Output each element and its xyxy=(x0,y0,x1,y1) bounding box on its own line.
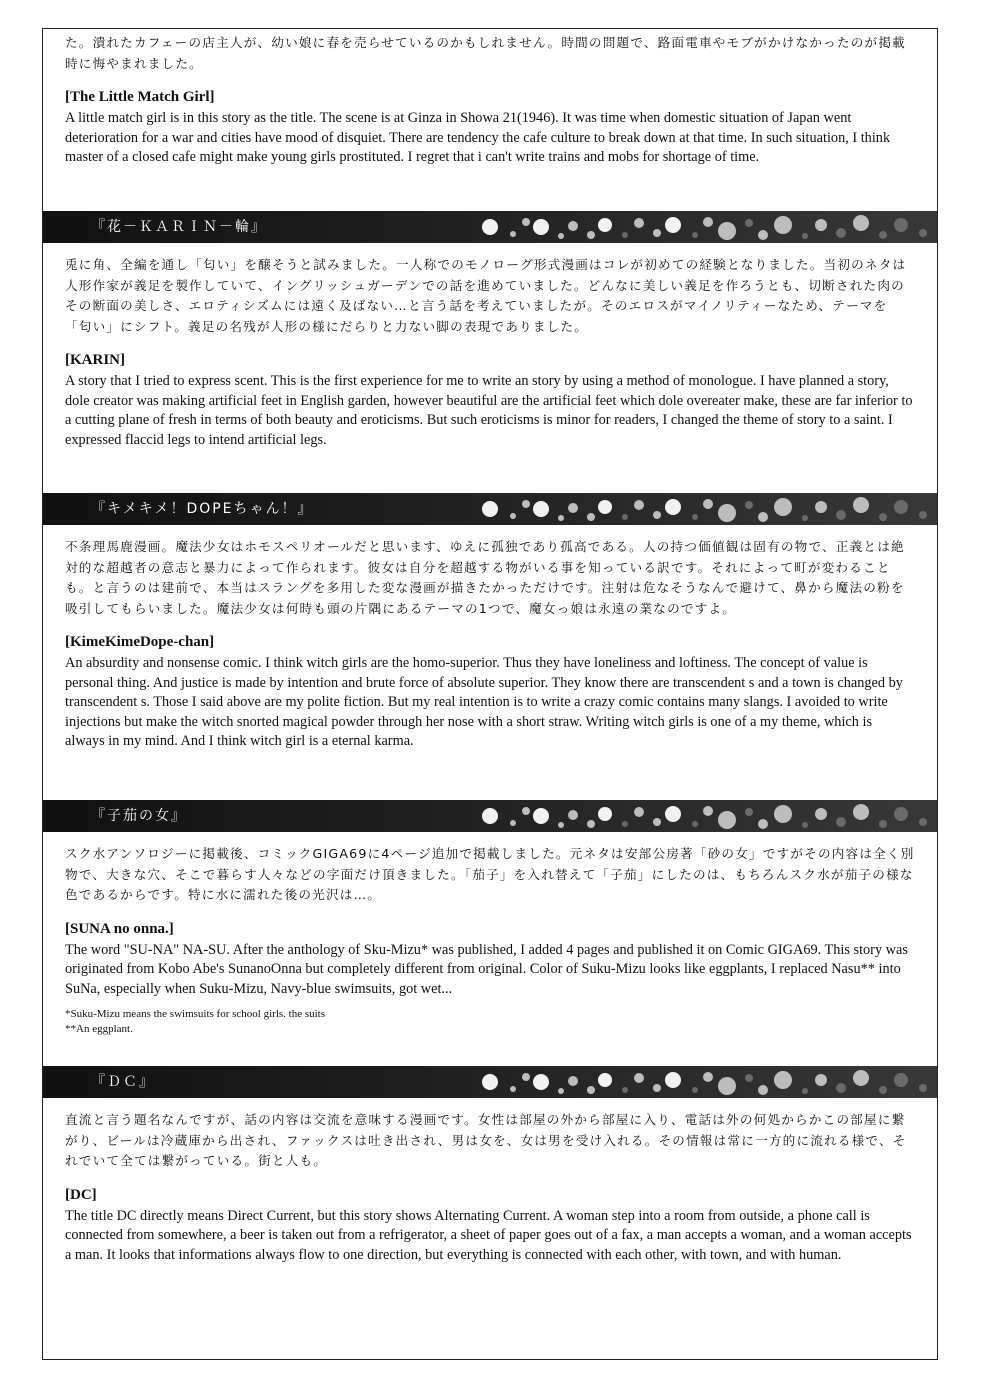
decorative-dot xyxy=(568,503,578,513)
decorative-dot xyxy=(634,500,644,510)
decorative-dot xyxy=(774,1071,792,1089)
decorative-dot xyxy=(510,513,516,519)
decorative-dot xyxy=(745,219,753,227)
decorative-dot xyxy=(802,515,808,521)
decorative-dot xyxy=(774,498,792,516)
decorative-dot xyxy=(836,1083,846,1093)
decorative-dot xyxy=(802,1088,808,1094)
decorative-dot xyxy=(836,817,846,827)
decorative-dot xyxy=(558,515,564,521)
decorative-dot xyxy=(533,501,549,517)
en-paragraph: A story that I tried to express scent. This is the first experience for me to write an story by using a method of monologue. I have planned a story, dole creator was making artificial feet in English garden, however beautiful are the artificial feet which dole overeater make, these are far inferior to a cutting plane of fresh in terms of both beauty and eroticisms. But such eroticisms is minor for readers, I changed the theme of story to a saint. I expressed flaccid legs to intend artificial legs. xyxy=(65,373,913,448)
decorative-dot xyxy=(745,808,753,816)
decorative-dot xyxy=(692,821,698,827)
decorative-dots xyxy=(43,493,937,525)
decorative-dot xyxy=(653,1084,661,1092)
decorative-dot xyxy=(587,231,595,239)
decorative-dot xyxy=(758,819,768,829)
decorative-dot xyxy=(919,818,927,826)
decorative-dot xyxy=(774,216,792,234)
decorative-dot xyxy=(703,499,713,509)
decorative-dot xyxy=(568,1076,578,1086)
page-frame xyxy=(42,28,938,1360)
en-paragraph: A little match girl is in this story as the title. The scene is at Ginza in Showa 21(1946). It was time when domestic situation of Japan went deterioration for a war and cities have mood of disquiet. There are tendency the cafe culture to break down at that time. In such situation, I think master of a closed cafe might make young girls prostituted. I regret that i can't write trains and mobs for shortage of time. xyxy=(65,110,891,166)
decorative-dot xyxy=(482,1074,498,1090)
decorative-dot xyxy=(815,808,827,820)
decorative-dot xyxy=(692,232,698,238)
section-heading-en: [The Little Match Girl] xyxy=(65,89,215,105)
decorative-dot xyxy=(522,1073,530,1081)
decorative-dot xyxy=(533,808,549,824)
decorative-dot xyxy=(853,215,869,231)
section-bar xyxy=(43,211,937,243)
footnote: **An eggplant. xyxy=(65,1023,133,1036)
decorative-dot xyxy=(665,217,681,233)
decorative-dot xyxy=(533,219,549,235)
section-heading-en: [SUNA no onna.] xyxy=(65,920,174,937)
decorative-dot xyxy=(879,513,887,521)
decorative-dot xyxy=(634,1073,644,1083)
en-paragraph: The title DC directly means Direct Current, but this story shows Alternating Current. A woman step into a room from outside, a phone call is connected from somewhere, a beer is taken out from a refrigerator, a sheet of paper goes out of a fax, a man accepts a woman, and a woman accepts a man. It looks that informations always flow to one direction, but everything is connected with each other, with town, and with human. xyxy=(65,1207,912,1263)
section-dope-chan xyxy=(43,537,937,752)
decorative-dot xyxy=(692,514,698,520)
decorative-dot xyxy=(522,500,530,508)
decorative-dot xyxy=(879,231,887,239)
decorative-dot xyxy=(653,229,661,237)
decorative-dot xyxy=(815,501,827,513)
decorative-dot xyxy=(598,218,612,232)
decorative-dot xyxy=(510,231,516,237)
decorative-dot xyxy=(558,1088,564,1094)
section-bar xyxy=(43,493,937,525)
decorative-dot xyxy=(665,499,681,515)
section-suna xyxy=(43,844,937,1037)
decorative-dot xyxy=(587,1086,595,1094)
decorative-dot xyxy=(622,821,628,827)
decorative-dot xyxy=(718,1077,736,1095)
decorative-dot xyxy=(522,218,530,226)
jp-paragraph: 直流と言う題名なんですが、話の内容は交流を意味する漫画です。女性は部屋の外から部屋に入り、電話は外の何処からかこの部屋に繋がり、ビールは冷蔵庫から出され、ファックスは吐き出され、男は女を、女は男を受け入れる。その情報は常に一方的に流れる様で、それでいて全ては繋がっている。街と人も。 xyxy=(65,1112,907,1168)
decorative-dot xyxy=(853,804,869,820)
decorative-dots xyxy=(43,211,937,243)
decorative-dot xyxy=(482,501,498,517)
section-dc xyxy=(43,1110,937,1265)
section-bar-title: 『キメキメ！DOPEちゃん！』 xyxy=(91,501,314,517)
decorative-dot xyxy=(853,1070,869,1086)
section-heading-en: [KimeKimeDope-chan] xyxy=(65,634,215,650)
jp-paragraph: た。潰れたカフェーの店主人が、幼い娘に春を売らせているのかもしれません。時間の問題で、路面電車やモブがかけなかったのが掲載時に悔やまれました。 xyxy=(65,35,906,71)
decorative-dot xyxy=(718,504,736,522)
decorative-dot xyxy=(558,822,564,828)
section-bar-title: 『ＤＣ』 xyxy=(91,1074,155,1090)
decorative-dot xyxy=(919,229,927,237)
decorative-dot xyxy=(510,820,516,826)
decorative-dot xyxy=(802,233,808,239)
decorative-dot xyxy=(598,807,612,821)
decorative-dot xyxy=(634,807,644,817)
decorative-dot xyxy=(718,811,736,829)
decorative-dot xyxy=(522,807,530,815)
decorative-dot xyxy=(879,1086,887,1094)
decorative-dot xyxy=(774,805,792,823)
decorative-dot xyxy=(894,1073,908,1087)
decorative-dot xyxy=(665,806,681,822)
decorative-dot xyxy=(745,501,753,509)
decorative-dot xyxy=(510,1086,516,1092)
decorative-dot xyxy=(919,1084,927,1092)
decorative-dot xyxy=(568,221,578,231)
decorative-dot xyxy=(587,820,595,828)
decorative-dot xyxy=(598,500,612,514)
decorative-dot xyxy=(758,230,768,240)
decorative-dot xyxy=(665,1072,681,1088)
decorative-dot xyxy=(836,228,846,238)
section-bar-title: 『子茄の女』 xyxy=(91,808,187,824)
decorative-dot xyxy=(802,822,808,828)
decorative-dot xyxy=(692,1087,698,1093)
footnote: *Suku-Mizu means the swimsuits for school girls. the suits xyxy=(65,1008,326,1021)
section-karin xyxy=(43,255,937,450)
decorative-dot xyxy=(622,514,628,520)
decorative-dot xyxy=(815,219,827,231)
section-heading-en: [KARIN] xyxy=(65,352,125,368)
decorative-dot xyxy=(894,500,908,514)
decorative-dot xyxy=(718,222,736,240)
decorative-dot xyxy=(587,513,595,521)
decorative-dot xyxy=(703,806,713,816)
decorative-dot xyxy=(533,1074,549,1090)
decorative-dot xyxy=(703,1072,713,1082)
decorative-dot xyxy=(634,218,644,228)
en-paragraph: An absurdity and nonsense comic. I think witch girls are the homo-superior. Thus they have loneliness and loftiness. The concept of value is personal thing. And justice is made by intention and brute force of absolute superior. They know there are transcendent s and a town is changed by transcendent s. Those I said above are my polite fiction. But my real intention is to write a crazy comic contains many slangs. I avoided to write injections but make the witch snorted magical powder through her nose with a short straw. Writing witch girls is one of a my theme, which is always in my mind. And I think witch girl is a eternal karma. xyxy=(65,655,903,750)
section-bar xyxy=(43,800,937,832)
decorative-dot xyxy=(568,810,578,820)
decorative-dot xyxy=(703,217,713,227)
jp-paragraph: 兎に角、全編を通し「匂い」を醸そうと試みました。一人称でのモノローグ形式漫画はコレが初めての経験となりました。当初のネタは人形作家が義足を製作していて、イングリッシュガーデンでの話を進めていました。どんなに美しい義足を作ろうとも、切断された肉のその断面の美しさ、エロティシズムには遠く及ばない…と言う話を考えていましたが。そのエロスがマイノリティーなため、テーマを「匂い」にシフト。義足の名残が人形の様にだらりと力ない脚の表現でありました。 xyxy=(65,257,907,334)
section-bar-title: 『花－ＫＡＲＩＮ－輪』 xyxy=(91,219,267,235)
en-paragraph: The word "SU-NA" NA-SU. After the anthology of Sku-Mizu* was published, I added 4 pages and published it on Comic GIGA69. This story was originated from Kobo Abe's SunanoOnna but completely different from original. Color of Suku-Mizu looks like eggplants, I replaced Nasu** into SuNa, especially when Suku-Mizu, Navy-blue swimsuits, got wet... xyxy=(65,941,908,997)
decorative-dot xyxy=(758,512,768,522)
decorative-dot xyxy=(653,818,661,826)
decorative-dot xyxy=(622,1087,628,1093)
section-heading-en: [DC] xyxy=(65,1186,97,1203)
section-match-girl xyxy=(43,33,937,168)
decorative-dot xyxy=(836,510,846,520)
decorative-dot xyxy=(758,1085,768,1095)
decorative-dot xyxy=(558,233,564,239)
decorative-dot xyxy=(879,820,887,828)
jp-paragraph: スク水アンソロジーに掲載後、コミックGIGA69に4ページ追加で掲載しました。元ネタは安部公房著「砂の女」ですがその内容は全く別物で、大きな穴、そこで暮らす人々などの字面だけ頂きました。「茄子」を入れ替えて「子茄」にしたのは、もちろんスク水が茄子の様な色であるからです。特に水に濡れた後の光沢は…。 xyxy=(65,846,915,902)
jp-paragraph: 不条理馬鹿漫画。魔法少女はホモスペリオールだと思います、ゆえに孤独であり孤高である。人の持つ価値観は固有の物で、正義とは絶対的な超越者の意志と暴力によって作られます。彼女は自分を超越する物がいる事を知っている訳です。それによって町が変わることも。と言うのは建前で、本当はスラングを多用した変な漫画が描きたかっただけです。注射は危なそうなんで避けて、鼻から魔法の粉を吸引してもらいました。魔法少女は何時も頭の片隅にあるテーマの1つで、魔女っ娘は永遠の業なのですよ。 xyxy=(65,539,905,616)
decorative-dot xyxy=(894,218,908,232)
decorative-dot xyxy=(622,232,628,238)
decorative-dot xyxy=(919,511,927,519)
decorative-dot xyxy=(745,1074,753,1082)
decorative-dot xyxy=(482,808,498,824)
decorative-dot xyxy=(894,807,908,821)
decorative-dots xyxy=(43,800,937,832)
decorative-dots xyxy=(43,1066,937,1098)
section-bar xyxy=(43,1066,937,1098)
decorative-dot xyxy=(653,511,661,519)
decorative-dot xyxy=(482,219,498,235)
decorative-dot xyxy=(598,1073,612,1087)
decorative-dot xyxy=(815,1074,827,1086)
decorative-dot xyxy=(853,497,869,513)
